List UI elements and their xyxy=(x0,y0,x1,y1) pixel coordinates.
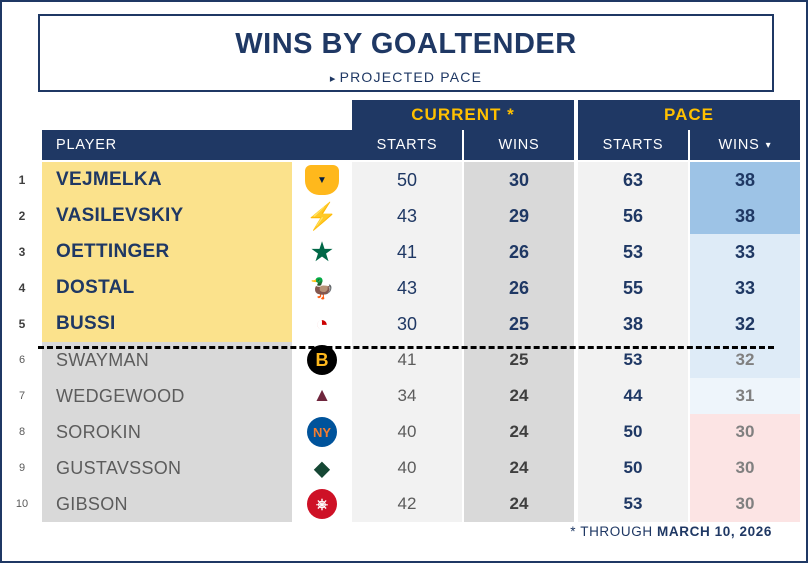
table-body xyxy=(2,162,808,522)
group-header-row xyxy=(2,100,808,130)
row-team-logo-cell xyxy=(292,162,352,198)
row-player-name: BUSSI xyxy=(42,306,292,342)
red-wings-logo: ⎈ xyxy=(307,489,337,519)
row-pace-wins: 30 xyxy=(690,414,800,450)
column-header-pace-wins-label: WINS xyxy=(718,137,760,153)
row-pace-starts: 44 xyxy=(578,378,688,414)
row-pace-starts: 53 xyxy=(578,486,688,522)
row-current-wins: 25 xyxy=(464,306,574,342)
group-header-current: CURRENT * xyxy=(352,100,574,130)
row-player-name: VEJMELKA xyxy=(42,162,292,198)
footnote-date: MARCH 10, 2026 xyxy=(657,524,772,539)
predators-logo: ▼ xyxy=(305,165,339,195)
row-current-wins: 24 xyxy=(464,450,574,486)
row-pace-wins: 38 xyxy=(690,198,800,234)
row-pace-starts: 38 xyxy=(578,306,688,342)
row-team-logo-cell xyxy=(292,306,352,342)
stars-logo: ★ xyxy=(305,237,339,267)
row-player-name: WEDGEWOOD xyxy=(42,378,292,414)
row-current-starts: 50 xyxy=(352,162,462,198)
row-pace-starts: 56 xyxy=(578,198,688,234)
row-current-wins: 24 xyxy=(464,378,574,414)
group-header-pace: PACE xyxy=(578,100,800,130)
row-pace-starts: 53 xyxy=(578,342,688,378)
wild-logo: ◆ xyxy=(305,453,339,483)
footnote-prefix: * THROUGH xyxy=(570,524,658,539)
table-row[interactable] xyxy=(2,486,808,522)
row-team-logo-cell xyxy=(292,198,352,234)
column-header-row xyxy=(2,130,808,160)
page-subtitle-label: PROJECTED PACE xyxy=(339,69,483,85)
table-row[interactable] xyxy=(2,162,808,198)
bruins-logo: B xyxy=(307,345,337,375)
row-rank: 5 xyxy=(18,317,26,331)
row-current-wins: 26 xyxy=(464,234,574,270)
row-current-starts: 41 xyxy=(352,234,462,270)
row-current-wins: 24 xyxy=(464,486,574,522)
table-row[interactable] xyxy=(2,270,808,306)
row-current-starts: 41 xyxy=(352,342,462,378)
row-team-logo-cell xyxy=(292,234,352,270)
row-current-starts: 42 xyxy=(352,486,462,522)
row-player-name: GUSTAVSSON xyxy=(42,450,292,486)
lightning-logo xyxy=(304,200,340,232)
row-player-name: SOROKIN xyxy=(42,414,292,450)
row-pace-wins: 33 xyxy=(690,270,800,306)
row-current-starts: 30 xyxy=(352,306,462,342)
row-pace-wins: 33 xyxy=(690,234,800,270)
row-rank: 6 xyxy=(18,354,26,366)
row-rank: 8 xyxy=(18,426,26,438)
table-row[interactable] xyxy=(2,198,808,234)
page-title: WINS BY GOALTENDER xyxy=(235,28,577,60)
row-team-logo-cell xyxy=(292,270,352,306)
row-current-wins: 29 xyxy=(464,198,574,234)
row-rank: 3 xyxy=(18,245,26,259)
row-player-name: GIBSON xyxy=(42,486,292,522)
row-rank: 10 xyxy=(15,498,29,510)
row-pace-starts: 53 xyxy=(578,234,688,270)
row-rank: 4 xyxy=(18,281,26,295)
row-pace-starts: 50 xyxy=(578,414,688,450)
row-current-wins: 25 xyxy=(464,342,574,378)
row-rank: 1 xyxy=(18,173,26,187)
triangle-icon: ▸ xyxy=(329,73,337,85)
ducks-logo: 🦆 xyxy=(305,273,339,303)
row-rank: 9 xyxy=(18,462,26,474)
table-row[interactable] xyxy=(2,234,808,270)
row-current-starts: 40 xyxy=(352,450,462,486)
row-rank: 2 xyxy=(18,209,26,223)
row-current-starts: 43 xyxy=(352,198,462,234)
table-row[interactable] xyxy=(2,450,808,486)
row-current-starts: 34 xyxy=(352,378,462,414)
row-current-wins: 24 xyxy=(464,414,574,450)
row-pace-starts: 55 xyxy=(578,270,688,306)
page-subtitle xyxy=(40,69,772,85)
row-current-wins: 26 xyxy=(464,270,574,306)
row-player-name: VASILEVSKIY xyxy=(42,198,292,234)
column-header-pace-wins[interactable] xyxy=(690,130,800,160)
avalanche-logo: ▲ xyxy=(305,381,339,411)
row-pace-wins: 30 xyxy=(690,486,800,522)
column-header-player[interactable]: PLAYER xyxy=(42,130,352,160)
table-row[interactable] xyxy=(2,414,808,450)
row-pace-starts: 50 xyxy=(578,450,688,486)
row-pace-wins: 31 xyxy=(690,378,800,414)
row-rank: 7 xyxy=(18,390,26,402)
row-pace-wins: 32 xyxy=(690,342,800,378)
islanders-logo: NY xyxy=(307,417,337,447)
bolt-glyph: ⚡ xyxy=(305,201,339,231)
row-current-starts: 40 xyxy=(352,414,462,450)
row-team-logo-cell xyxy=(292,414,352,450)
table-row[interactable] xyxy=(2,378,808,414)
row-player-name: OETTINGER xyxy=(42,234,292,270)
hurricanes-logo: ◔ xyxy=(305,309,339,339)
row-team-logo-cell xyxy=(292,486,352,522)
row-player-name: DOSTAL xyxy=(42,270,292,306)
row-current-starts: 43 xyxy=(352,270,462,306)
row-team-logo-cell xyxy=(292,450,352,486)
row-pace-wins: 32 xyxy=(690,306,800,342)
row-pace-wins: 38 xyxy=(690,162,800,198)
row-team-logo-cell xyxy=(292,378,352,414)
column-header-current-starts[interactable]: STARTS xyxy=(352,130,462,160)
footnote xyxy=(570,524,772,539)
table-row[interactable] xyxy=(2,306,808,342)
row-current-wins: 30 xyxy=(464,162,574,198)
row-player-name: SWAYMAN xyxy=(42,342,292,378)
row-pace-wins: 30 xyxy=(690,450,800,486)
title-block xyxy=(38,14,774,92)
column-header-current-wins[interactable]: WINS xyxy=(464,130,574,160)
column-header-pace-starts[interactable]: STARTS xyxy=(578,130,688,160)
row-pace-starts: 63 xyxy=(578,162,688,198)
sort-descending-icon: ▾ xyxy=(765,139,772,151)
cutoff-divider xyxy=(38,346,774,349)
